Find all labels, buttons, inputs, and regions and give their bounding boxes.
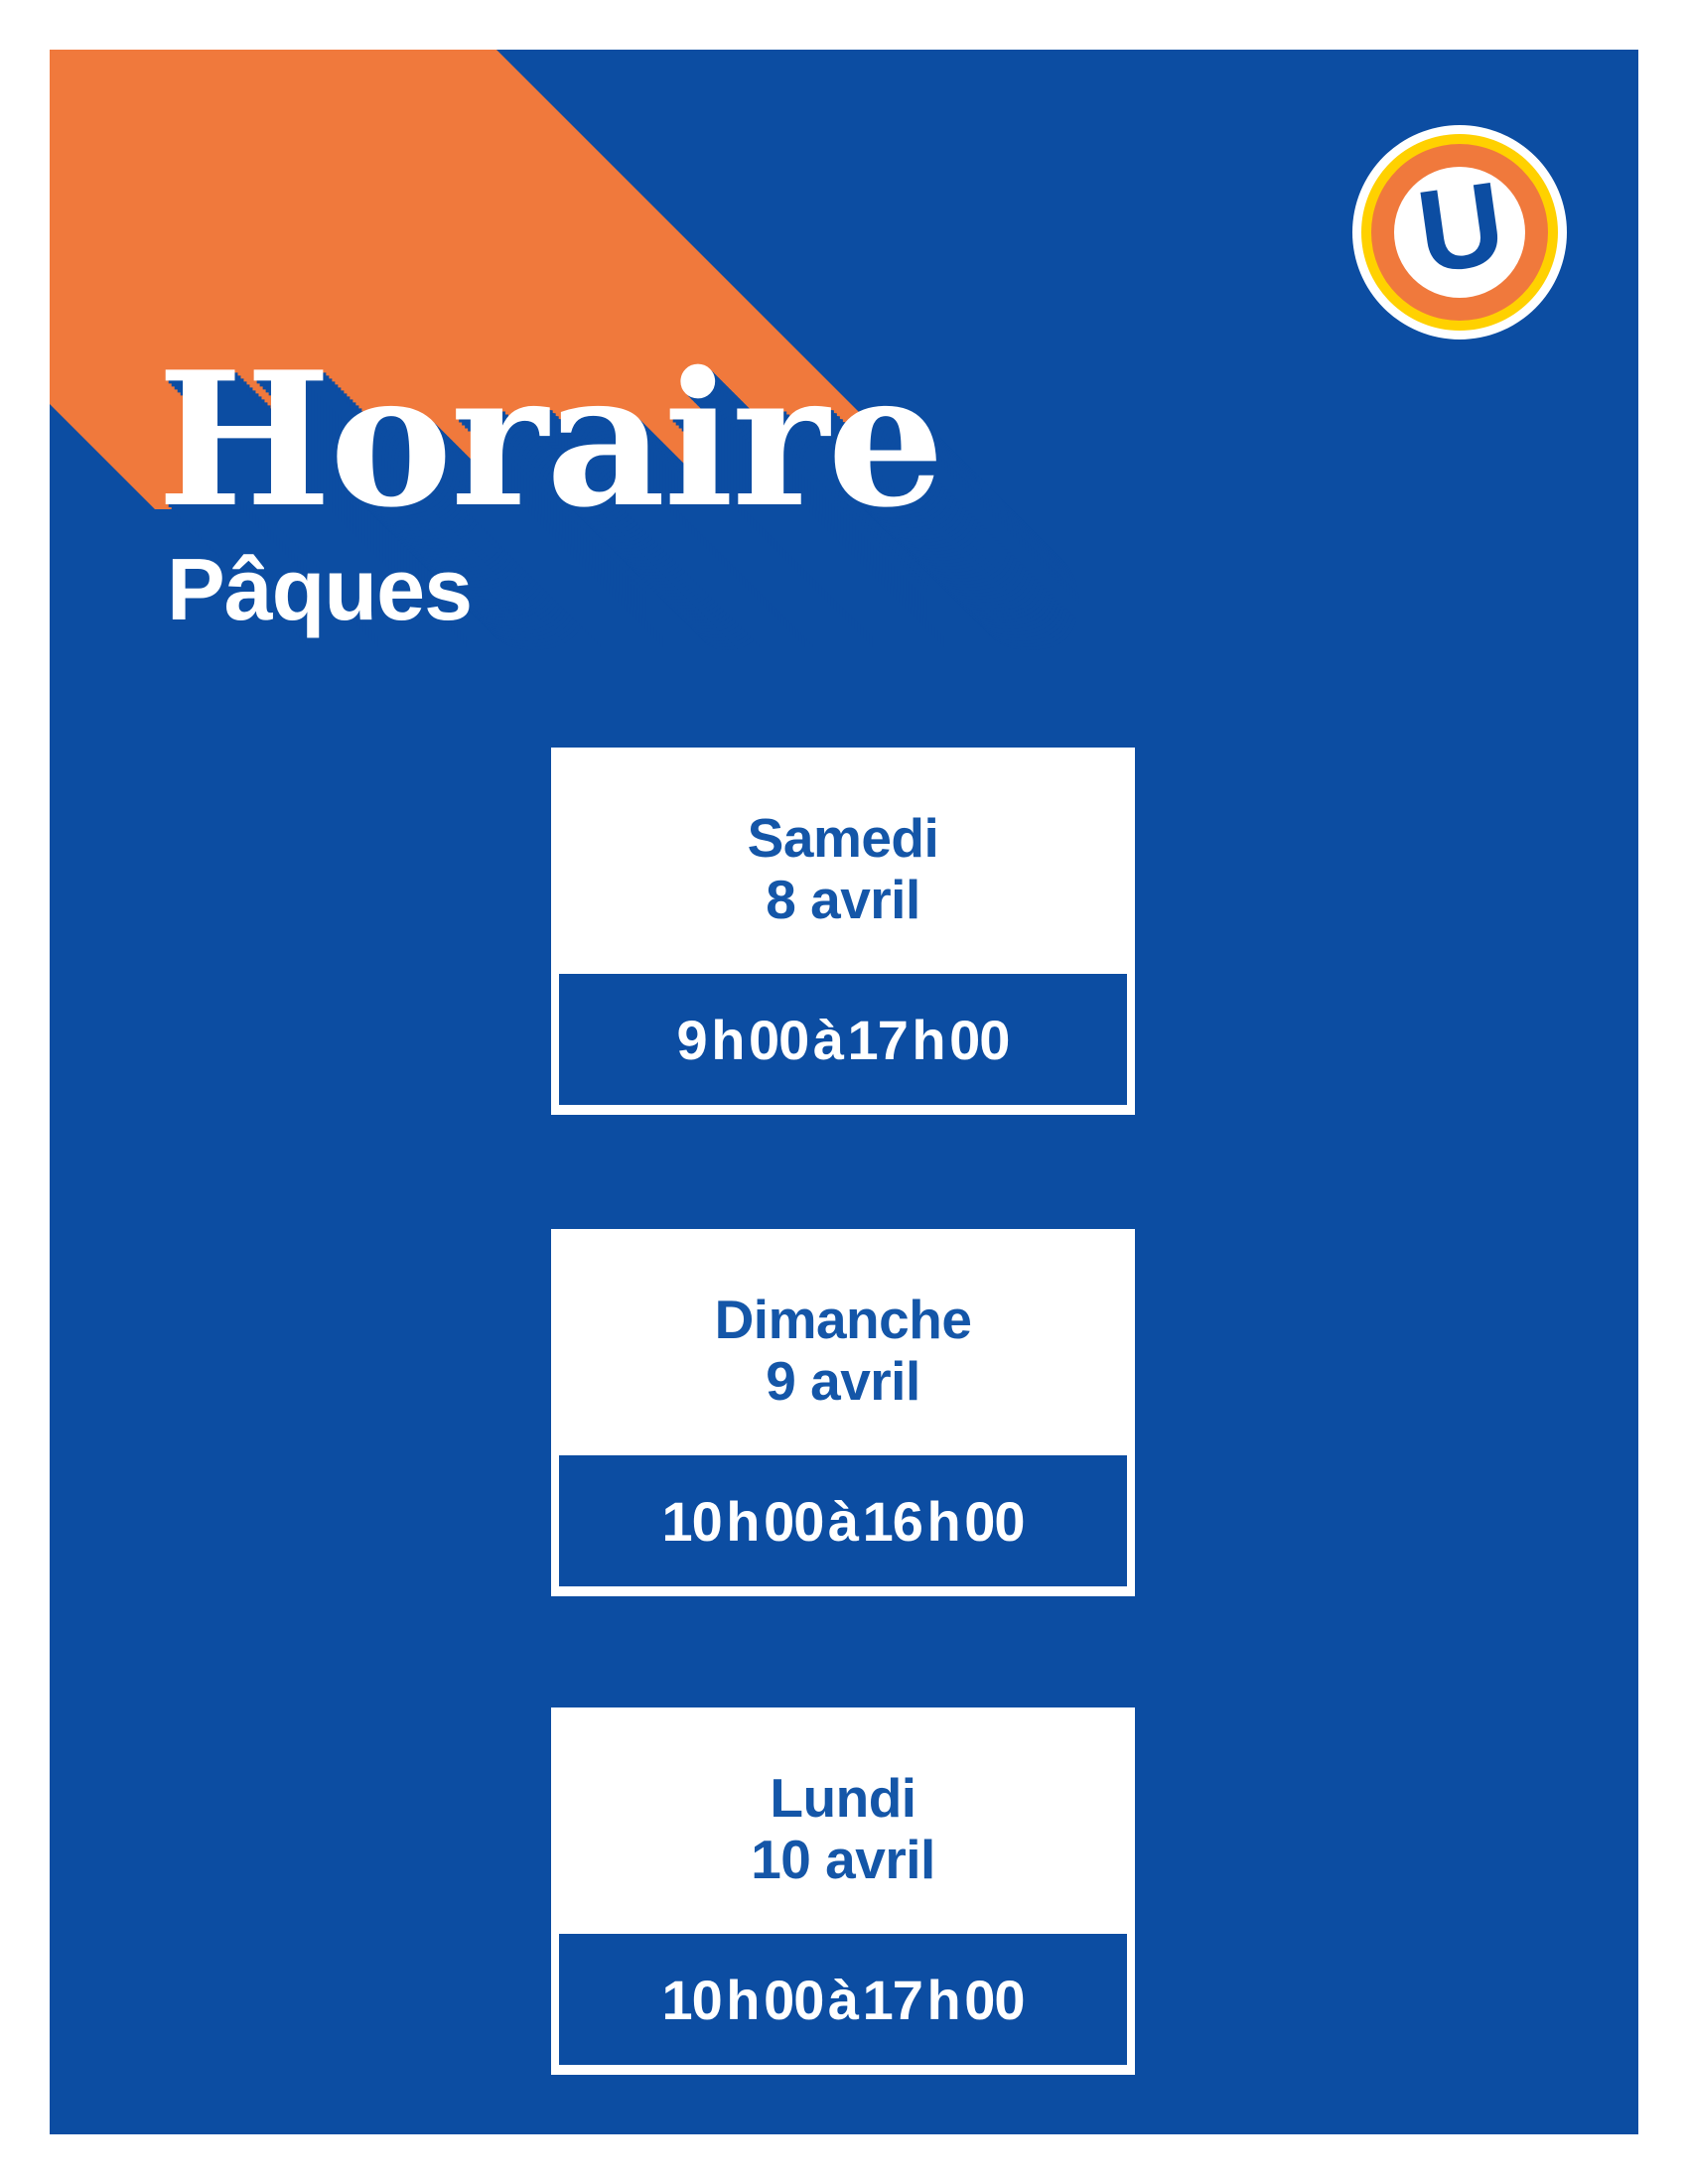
hours-box — [559, 1934, 1127, 2065]
card-day-label: Lundi — [770, 1767, 916, 1829]
hours-box — [559, 1455, 1127, 1586]
page-background — [50, 50, 1638, 2134]
card-day-block — [551, 1767, 1135, 1890]
page-subtitle: Pâques — [167, 540, 473, 638]
logo-u-letter: U — [1410, 157, 1512, 300]
schedule-card-saturday — [551, 748, 1135, 1115]
hours-box — [559, 974, 1127, 1105]
card-date-label: 10 avril — [751, 1829, 935, 1890]
card-day-block — [551, 807, 1135, 930]
hours-label: 9 h 00 à 17 h 00 — [676, 1008, 1010, 1071]
uniprix-logo — [1352, 125, 1567, 340]
hours-label: 10 h 00 à 16 h 00 — [661, 1489, 1025, 1553]
page-title: Horaire — [157, 331, 943, 548]
card-day-block — [551, 1289, 1135, 1412]
schedule-card-monday — [551, 1707, 1135, 2075]
schedule-card-sunday — [551, 1229, 1135, 1596]
card-day-label: Samedi — [747, 807, 939, 869]
card-date-label: 9 avril — [766, 1350, 920, 1412]
card-date-label: 8 avril — [766, 869, 920, 930]
hours-label: 10 h 00 à 17 h 00 — [661, 1968, 1025, 2031]
card-day-label: Dimanche — [714, 1289, 972, 1350]
